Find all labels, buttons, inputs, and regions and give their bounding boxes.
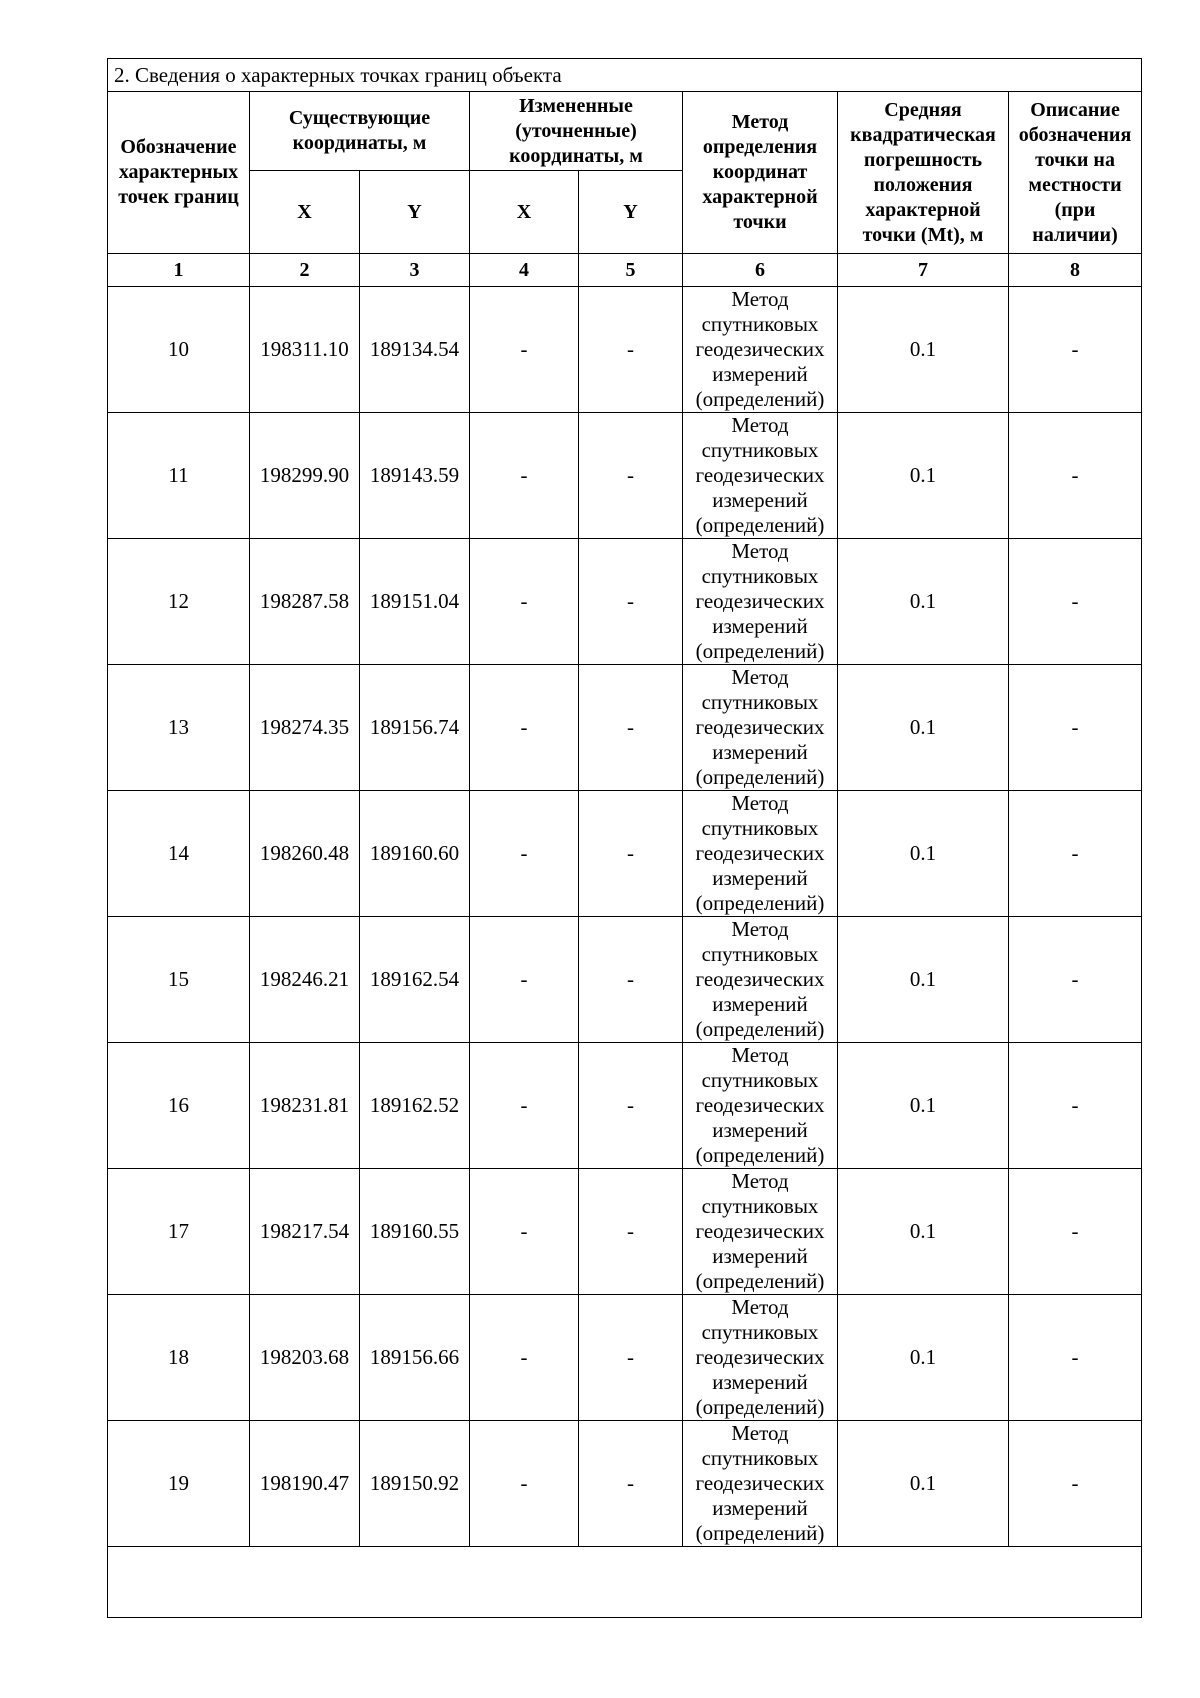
- header-existing-coords: Существующие координаты, м: [250, 92, 470, 171]
- header-changed-y: Y: [579, 171, 683, 254]
- method-line: (определений): [695, 513, 825, 537]
- method-line: Метод: [731, 413, 789, 437]
- existing-x-cell: 198311.10: [250, 287, 360, 413]
- column-number: 5: [579, 254, 683, 287]
- method-line: Метод: [731, 1169, 789, 1193]
- method-line: Метод: [731, 665, 789, 689]
- column-number: 7: [838, 254, 1009, 287]
- point-cell: 12: [108, 539, 250, 665]
- existing-y-cell: 189160.60: [360, 791, 470, 917]
- error-cell: 0.1: [838, 1169, 1009, 1295]
- method-line: измерений: [712, 362, 808, 386]
- method-cell: [683, 1169, 838, 1295]
- column-number: 6: [683, 254, 838, 287]
- changed-y-cell: -: [579, 1295, 683, 1421]
- existing-x-cell: 198217.54: [250, 1169, 360, 1295]
- description-cell: -: [1009, 1169, 1142, 1295]
- method-line: спутниковых: [701, 564, 819, 588]
- changed-y-cell: -: [579, 917, 683, 1043]
- existing-y-cell: 189134.54: [360, 287, 470, 413]
- method-cell: [683, 1421, 838, 1547]
- method-line: (определений): [695, 387, 825, 411]
- existing-x-cell: 198260.48: [250, 791, 360, 917]
- method-line: спутниковых: [701, 438, 819, 462]
- changed-x-cell: -: [470, 1169, 579, 1295]
- point-cell: 10: [108, 287, 250, 413]
- description-cell: -: [1009, 917, 1142, 1043]
- error-cell: 0.1: [838, 917, 1009, 1043]
- header-changed-coords: Измененные (уточненные) координаты, м: [470, 92, 683, 171]
- point-cell: 15: [108, 917, 250, 1043]
- method-line: измерений: [712, 992, 808, 1016]
- existing-y-cell: 189150.92: [360, 1421, 470, 1547]
- header-designation: Обозначение характерных точек границ: [108, 92, 250, 254]
- section-title: 2. Сведения о характерных точках границ объекта: [108, 59, 1142, 92]
- method-line: (определений): [695, 1269, 825, 1293]
- changed-y-cell: -: [579, 1169, 683, 1295]
- point-cell: 14: [108, 791, 250, 917]
- header-row-1: [108, 92, 1142, 171]
- method-line: (определений): [695, 1143, 825, 1167]
- section-title-row: [108, 59, 1142, 92]
- error-cell: 0.1: [838, 791, 1009, 917]
- changed-y-cell: -: [579, 665, 683, 791]
- existing-y-cell: 189143.59: [360, 413, 470, 539]
- table-row: [108, 1169, 1142, 1295]
- method-line: спутниковых: [701, 690, 819, 714]
- header-changed-x: X: [470, 171, 579, 254]
- method-line: спутниковых: [701, 1068, 819, 1092]
- table-row: [108, 1421, 1142, 1547]
- point-cell: 17: [108, 1169, 250, 1295]
- method-line: измерений: [712, 1118, 808, 1142]
- changed-x-cell: -: [470, 791, 579, 917]
- changed-y-cell: -: [579, 791, 683, 917]
- method-line: геодезических: [695, 1345, 825, 1369]
- point-cell: 19: [108, 1421, 250, 1547]
- method-line: геодезических: [695, 1471, 825, 1495]
- method-line: геодезических: [695, 1219, 825, 1243]
- method-line: (определений): [695, 1521, 825, 1545]
- table-row: [108, 539, 1142, 665]
- method-line: измерений: [712, 614, 808, 638]
- existing-y-cell: 189160.55: [360, 1169, 470, 1295]
- method-line: спутниковых: [701, 816, 819, 840]
- existing-x-cell: 198246.21: [250, 917, 360, 1043]
- column-numbers-row: [108, 254, 1142, 287]
- method-line: Метод: [731, 1421, 789, 1445]
- method-line: Метод: [731, 539, 789, 563]
- error-cell: 0.1: [838, 539, 1009, 665]
- empty-row: [108, 1547, 1142, 1618]
- description-cell: -: [1009, 539, 1142, 665]
- method-line: Метод: [731, 791, 789, 815]
- method-line: (определений): [695, 639, 825, 663]
- description-cell: -: [1009, 1421, 1142, 1547]
- point-cell: 16: [108, 1043, 250, 1169]
- changed-x-cell: -: [470, 665, 579, 791]
- method-line: геодезических: [695, 715, 825, 739]
- existing-y-cell: 189151.04: [360, 539, 470, 665]
- method-line: измерений: [712, 1370, 808, 1394]
- header-existing-x: X: [250, 171, 360, 254]
- method-line: измерений: [712, 866, 808, 890]
- method-cell: [683, 413, 838, 539]
- changed-x-cell: -: [470, 1421, 579, 1547]
- changed-x-cell: -: [470, 917, 579, 1043]
- point-cell: 13: [108, 665, 250, 791]
- changed-x-cell: -: [470, 413, 579, 539]
- existing-x-cell: 198190.47: [250, 1421, 360, 1547]
- table-row: [108, 665, 1142, 791]
- changed-x-cell: -: [470, 1043, 579, 1169]
- method-cell: [683, 1295, 838, 1421]
- error-cell: 0.1: [838, 1421, 1009, 1547]
- method-line: Метод: [731, 1043, 789, 1067]
- header-method: Метод определения координат характерной точки: [683, 92, 838, 254]
- error-cell: 0.1: [838, 1043, 1009, 1169]
- method-line: измерений: [712, 1496, 808, 1520]
- method-line: спутниковых: [701, 942, 819, 966]
- header-description: Описание обозначения точки на местности (при наличии): [1009, 92, 1142, 254]
- changed-y-cell: -: [579, 1421, 683, 1547]
- method-line: геодезических: [695, 967, 825, 991]
- existing-y-cell: 189156.74: [360, 665, 470, 791]
- method-line: измерений: [712, 1244, 808, 1268]
- existing-x-cell: 198287.58: [250, 539, 360, 665]
- description-cell: -: [1009, 1295, 1142, 1421]
- method-line: (определений): [695, 1017, 825, 1041]
- changed-x-cell: -: [470, 539, 579, 665]
- table-row: [108, 791, 1142, 917]
- method-line: спутниковых: [701, 1446, 819, 1470]
- changed-y-cell: -: [579, 1043, 683, 1169]
- method-cell: [683, 1043, 838, 1169]
- description-cell: -: [1009, 665, 1142, 791]
- column-number: 8: [1009, 254, 1142, 287]
- existing-x-cell: 198231.81: [250, 1043, 360, 1169]
- method-line: Метод: [731, 1295, 789, 1319]
- method-cell: [683, 287, 838, 413]
- method-cell: [683, 917, 838, 1043]
- changed-x-cell: -: [470, 287, 579, 413]
- column-number: 1: [108, 254, 250, 287]
- table-row: [108, 1043, 1142, 1169]
- method-line: Метод: [731, 917, 789, 941]
- method-line: (определений): [695, 891, 825, 915]
- method-line: геодезических: [695, 589, 825, 613]
- point-cell: 18: [108, 1295, 250, 1421]
- existing-y-cell: 189156.66: [360, 1295, 470, 1421]
- table-row: [108, 413, 1142, 539]
- error-cell: 0.1: [838, 665, 1009, 791]
- description-cell: -: [1009, 287, 1142, 413]
- method-line: измерений: [712, 488, 808, 512]
- description-cell: -: [1009, 791, 1142, 917]
- method-line: геодезических: [695, 841, 825, 865]
- method-line: Метод: [731, 287, 789, 311]
- table-row: [108, 1295, 1142, 1421]
- method-cell: [683, 665, 838, 791]
- method-line: геодезических: [695, 337, 825, 361]
- method-line: геодезических: [695, 1093, 825, 1117]
- existing-x-cell: 198203.68: [250, 1295, 360, 1421]
- description-cell: -: [1009, 1043, 1142, 1169]
- table-row: [108, 287, 1142, 413]
- empty-cell: [108, 1547, 1142, 1618]
- description-cell: -: [1009, 413, 1142, 539]
- method-line: спутниковых: [701, 1194, 819, 1218]
- header-existing-y: Y: [360, 171, 470, 254]
- existing-y-cell: 189162.54: [360, 917, 470, 1043]
- changed-y-cell: -: [579, 413, 683, 539]
- changed-x-cell: -: [470, 1295, 579, 1421]
- column-number: 3: [360, 254, 470, 287]
- column-number: 4: [470, 254, 579, 287]
- error-cell: 0.1: [838, 413, 1009, 539]
- method-line: (определений): [695, 765, 825, 789]
- method-line: спутниковых: [701, 312, 819, 336]
- point-cell: 11: [108, 413, 250, 539]
- method-line: спутниковых: [701, 1320, 819, 1344]
- error-cell: 0.1: [838, 287, 1009, 413]
- existing-x-cell: 198274.35: [250, 665, 360, 791]
- method-cell: [683, 539, 838, 665]
- error-cell: 0.1: [838, 1295, 1009, 1421]
- header-rms-error: Средняя квадратическая погрешность положения характерной точки (Mt), м: [838, 92, 1009, 254]
- table-row: [108, 917, 1142, 1043]
- method-line: геодезических: [695, 463, 825, 487]
- changed-y-cell: -: [579, 539, 683, 665]
- column-number: 2: [250, 254, 360, 287]
- method-cell: [683, 791, 838, 917]
- existing-y-cell: 189162.52: [360, 1043, 470, 1169]
- existing-x-cell: 198299.90: [250, 413, 360, 539]
- method-line: (определений): [695, 1395, 825, 1419]
- boundary-points-table: [107, 58, 1142, 1618]
- method-line: измерений: [712, 740, 808, 764]
- changed-y-cell: -: [579, 287, 683, 413]
